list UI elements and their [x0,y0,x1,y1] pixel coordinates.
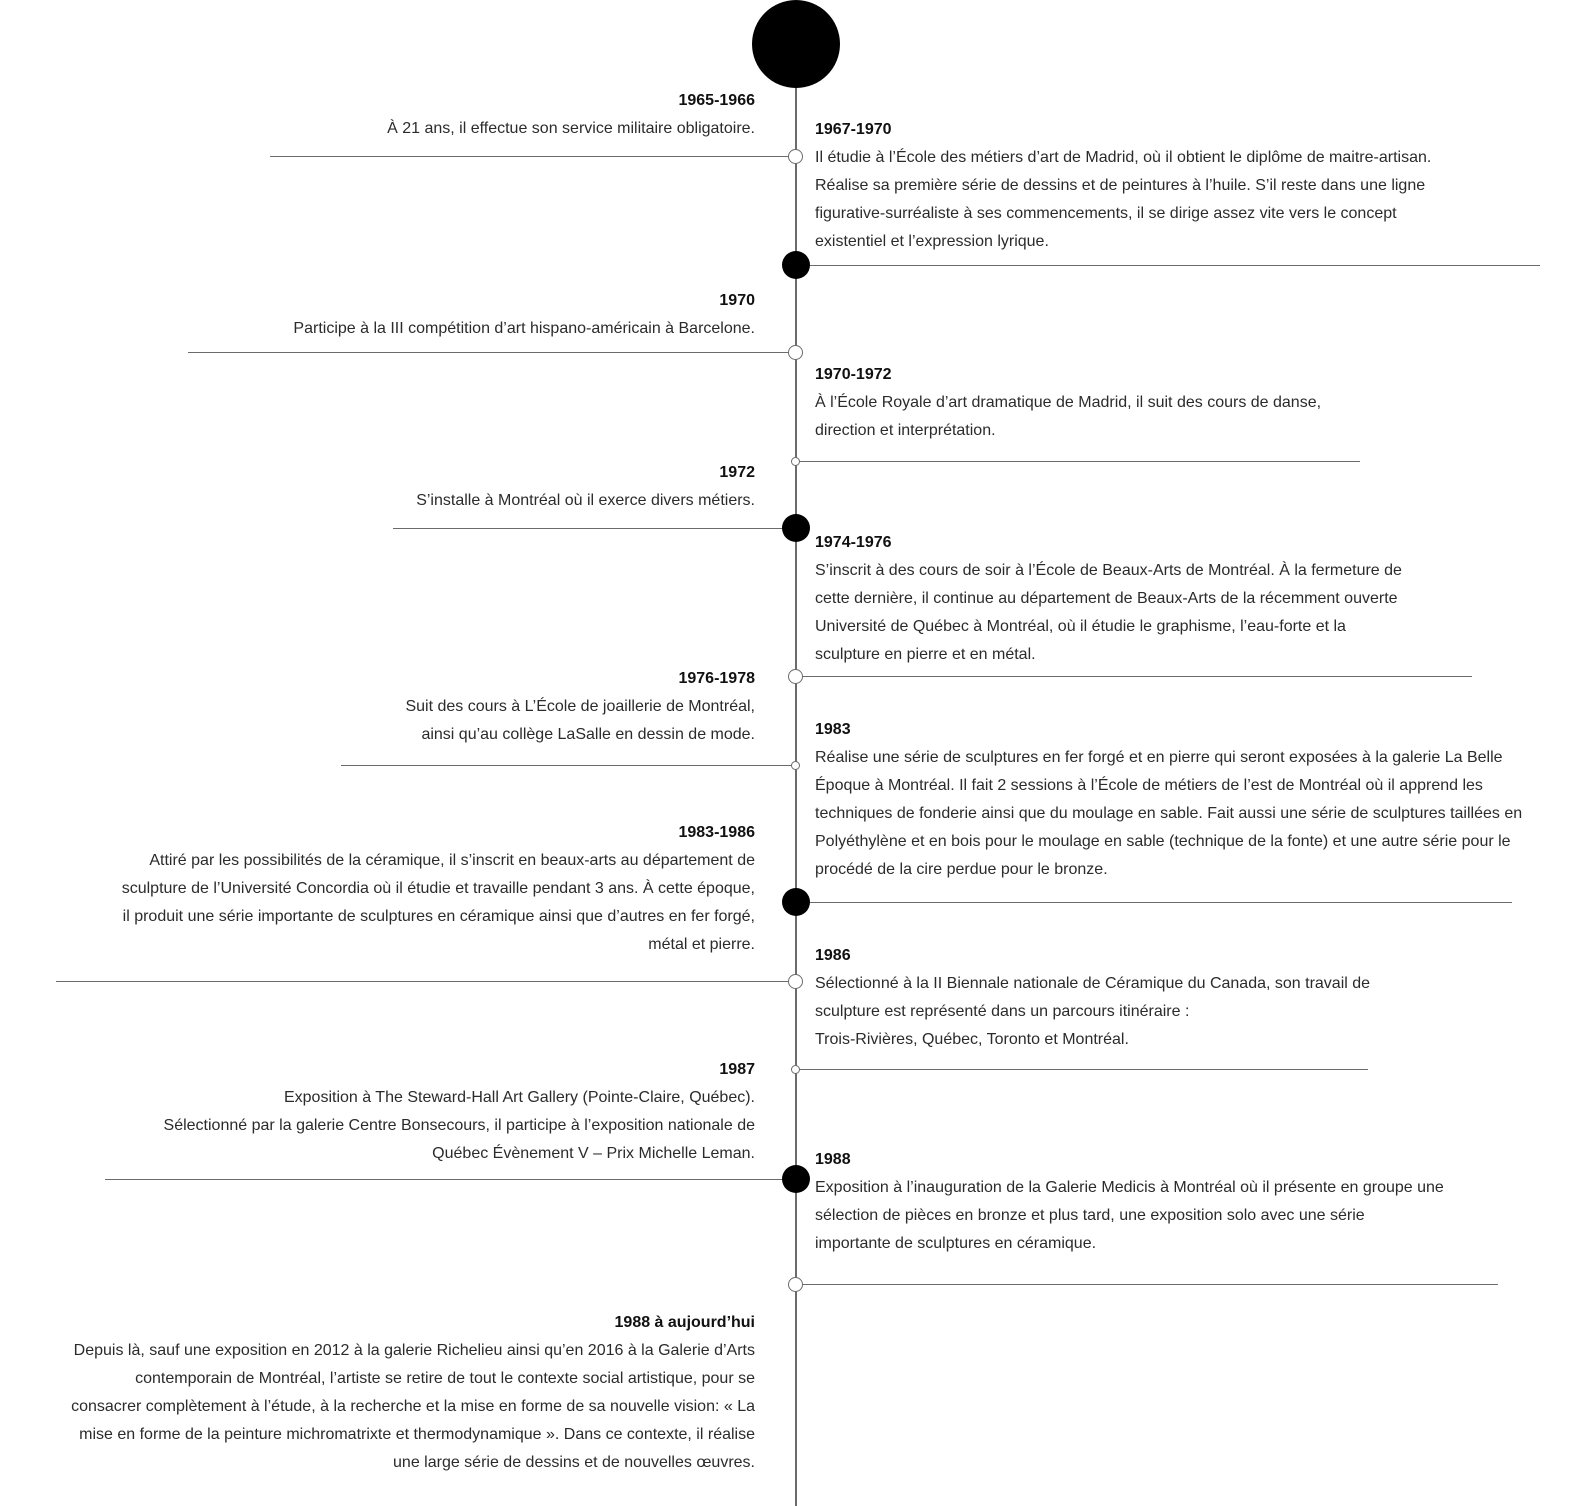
entry-year: 1988 à aujourd’hui [614,1314,755,1331]
connector-line [796,676,1472,677]
timeline-marker-small [791,1065,800,1074]
entry-year: 1965-1966 [678,92,755,109]
timeline-marker-small [791,457,800,466]
entry-year: 1972 [719,464,755,481]
timeline-marker-filled [782,514,810,542]
timeline-start-dot [752,0,840,88]
timeline-entry [71,1309,755,1477]
timeline-entry [416,459,755,515]
connector-line [796,1284,1498,1285]
entry-year: 1988 [815,1151,851,1168]
connector-line [796,461,1360,462]
timeline-entry [815,361,1321,445]
connector-line [270,156,796,157]
connector-line [796,902,1512,903]
entry-year: 1976-1978 [678,670,755,687]
timeline-entry [815,716,1522,884]
entry-text: S’installe à Montréal où il exerce divers métiers. [416,492,755,509]
connector-line [188,352,796,353]
entry-year: 1987 [719,1061,755,1078]
entry-year: 1974-1976 [815,534,892,551]
entry-text: S’inscrit à des cours de soir à l’École de Beaux-Arts de Montréal. À la fermeture de cette dernière, il continue au département de Beaux-Arts de la récemment ouverte Université de Québec à Montréal, où il étudie le graphisme, l’eau-forte et la sculpture en pierre et en métal. [815,562,1402,663]
entry-text: À 21 ans, il effectue son service militaire obligatoire. [387,120,755,137]
entry-year: 1970 [719,292,755,309]
timeline-marker-open [788,669,803,684]
timeline-marker-filled [782,251,810,279]
timeline-entry [815,942,1370,1054]
entry-text: Réalise une série de sculptures en fer forgé et en pierre qui seront exposées à la galerie La Belle Époque à Montréal. Il fait 2 sessions à l’École de métiers de l’est de Montréal où il apprend les techniques de fonderie ainsi que du moulage en sable. Fait aussi une série de sculptures taillées en Polyéthylène et en bois pour le moulage en sable (technique de la fonte) et une autre série pour le procédé de la cire perdue pour le bronze. [815,749,1523,878]
connector-line [796,1069,1368,1070]
entry-year: 1983 [815,721,851,738]
timeline-entry [293,287,755,343]
entry-year: 1970-1972 [815,366,892,383]
timeline-entry [405,665,755,749]
entry-text: Sélectionné à la II Biennale nationale de Céramique du Canada, son travail de sculpture est représenté dans un parcours itinéraire : Trois-Rivières, Québec, Toronto et Montréal. [815,975,1371,1048]
entry-year: 1967-1970 [815,121,892,138]
timeline-marker-open [788,345,803,360]
timeline-marker-open [788,974,803,989]
entry-year: 1986 [815,947,851,964]
connector-line [105,1179,796,1180]
timeline-entry [164,1056,755,1168]
timeline-entry [815,529,1402,669]
connector-line [341,765,796,766]
timeline-entry [387,87,755,143]
entry-text: Il étudie à l’École des métiers d’art de Madrid, où il obtient le diplôme de maitre-artisan. Réalise sa première série de dessins et de peintures à l’huile. S’il reste dans une ligne figurative-surréaliste à ses commencements, il se dirige assez vite vers le concept existentiel et l’expression lyrique. [815,149,1432,250]
entry-text: Participe à la III compétition d’art hispano-américain à Barcelone. [293,320,755,337]
entry-text: Suit des cours à L’École de joaillerie de Montréal, ainsi qu’au collège LaSalle en dessin de mode. [405,698,755,743]
timeline-marker-small [791,761,800,770]
entry-text: Attiré par les possibilités de la céramique, il s’inscrit en beaux-arts au département de sculpture de l’Université Concordia où il étudie et travaille pendant 3 ans. À cette époque, il produit une série importante de sculptures en céramique ainsi que d’autres en fer forgé, métal et pierre. [121,852,755,953]
entry-text: Exposition à The Steward-Hall Art Gallery (Pointe-Claire, Québec). Sélectionné par la galerie Centre Bonsecours, il participe à l’exposition nationale de Québec Évènement V – Prix Michelle Leman. [163,1089,755,1162]
connector-line [393,528,796,529]
entry-year: 1983-1986 [678,824,755,841]
timeline-marker-open [788,1277,803,1292]
connector-line [796,265,1540,266]
timeline-marker-filled [782,1165,810,1193]
timeline-marker-filled [782,888,810,916]
timeline-entry [815,1146,1444,1258]
entry-text: À l’École Royale d’art dramatique de Madrid, il suit des cours de danse, direction et interprétation. [815,394,1322,439]
entry-text: Exposition à l’inauguration de la Galerie Medicis à Montréal où il présente en groupe une sélection de pièces en bronze et plus tard, une exposition solo avec une série importante de sculptures en céramique. [815,1179,1444,1252]
connector-line [56,981,796,982]
timeline-marker-open [788,149,803,164]
timeline-entry [122,819,755,959]
entry-text: Depuis là, sauf une exposition en 2012 à la galerie Richelieu ainsi qu’en 2016 à la Galerie d’Arts contemporain de Montréal, l’artiste se retire de tout le contexte social artistique, pour se consacrer complètement à l’étude, à la recherche et la mise en forme de sa nouvelle vision: « La mise en forme de la peinture michromatrixte et thermodynamique ». Dans ce contexte, il réalise une large série de dessins et de nouvelles œuvres. [71,1342,755,1471]
timeline-entry [815,116,1431,256]
